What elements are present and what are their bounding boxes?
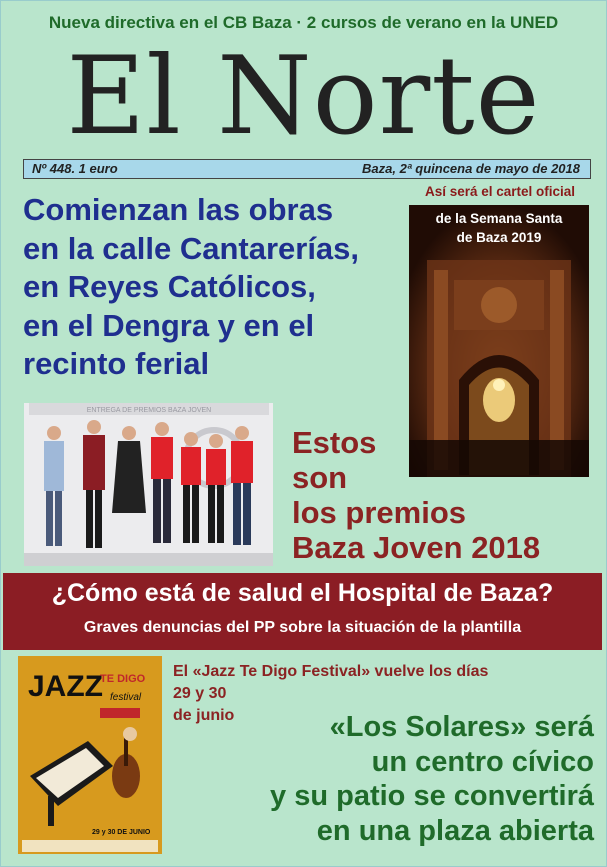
cartel-caption[interactable]: Así será el cartel oficial bbox=[424, 184, 576, 199]
jazz-poster-festival: festival bbox=[110, 692, 142, 703]
main-headline-line: en la calle Cantarerías, bbox=[23, 230, 360, 266]
solares-headline[interactable] bbox=[206, 710, 594, 848]
solares-line: y su patio se convertirá bbox=[270, 780, 594, 812]
main-headline-line: Comienzan las obras bbox=[23, 192, 334, 227]
main-headline-line: en Reyes Católicos, bbox=[23, 269, 316, 304]
main-headline-line: en el Dengra y en el bbox=[23, 307, 315, 343]
top-strip[interactable]: Nueva directiva en el CB Baza · 2 cursos de verano en la UNED bbox=[48, 13, 559, 32]
premios-line: Baza Joven 2018 bbox=[292, 530, 541, 565]
solares-line: «Los Solares» será bbox=[329, 711, 594, 743]
hospital-band[interactable] bbox=[3, 573, 602, 650]
group-photo-illustration bbox=[24, 403, 273, 566]
premios-line: son bbox=[292, 460, 348, 495]
premios-photo[interactable] bbox=[24, 403, 273, 566]
hospital-headline: ¿Cómo está de salud el Hospital de Baza? bbox=[51, 579, 554, 607]
masthead-title: El Norte bbox=[66, 34, 541, 159]
cartel-caption-line: de la Semana Santa bbox=[435, 211, 563, 226]
jazz-dates-1: 29 y 30 bbox=[173, 685, 227, 702]
jazz-poster-subtitle: TE DIGO bbox=[100, 673, 146, 685]
hospital-subhead: Graves denuncias del PP sobre la situación de la plantilla bbox=[83, 619, 522, 636]
cartel-inner-caption bbox=[409, 209, 589, 247]
premios-headline[interactable] bbox=[292, 425, 572, 565]
issue-info-bar bbox=[23, 159, 591, 179]
jazz-dates-2: de junio bbox=[173, 707, 235, 724]
cartel-caption-line: de Baza 2019 bbox=[456, 230, 542, 245]
solares-line: un centro cívico bbox=[371, 745, 594, 778]
issue-date: Baza, 2ª quincena de mayo de 2018 bbox=[362, 161, 580, 176]
main-headline[interactable] bbox=[23, 191, 403, 384]
solares-line: en una plaza abierta bbox=[316, 814, 594, 847]
jazz-poster-dates: 29 y 30 DE JUNIO bbox=[92, 829, 151, 836]
jazz-poster[interactable] bbox=[18, 656, 162, 854]
issue-number: Nº 448. 1 euro bbox=[32, 161, 118, 176]
premios-line: Estos bbox=[292, 425, 377, 460]
jazz-headline-text: El «Jazz Te Digo Festival» vuelve los días bbox=[173, 663, 489, 680]
main-headline-line: recinto ferial bbox=[23, 346, 210, 381]
premios-line: los premios bbox=[292, 495, 466, 530]
jazz-poster-title: JAZZ bbox=[28, 670, 103, 703]
photo-banner-text: ENTREGA DE PREMIOS BAZA JOVEN bbox=[86, 407, 212, 414]
jazz-poster-illustration bbox=[18, 656, 162, 854]
